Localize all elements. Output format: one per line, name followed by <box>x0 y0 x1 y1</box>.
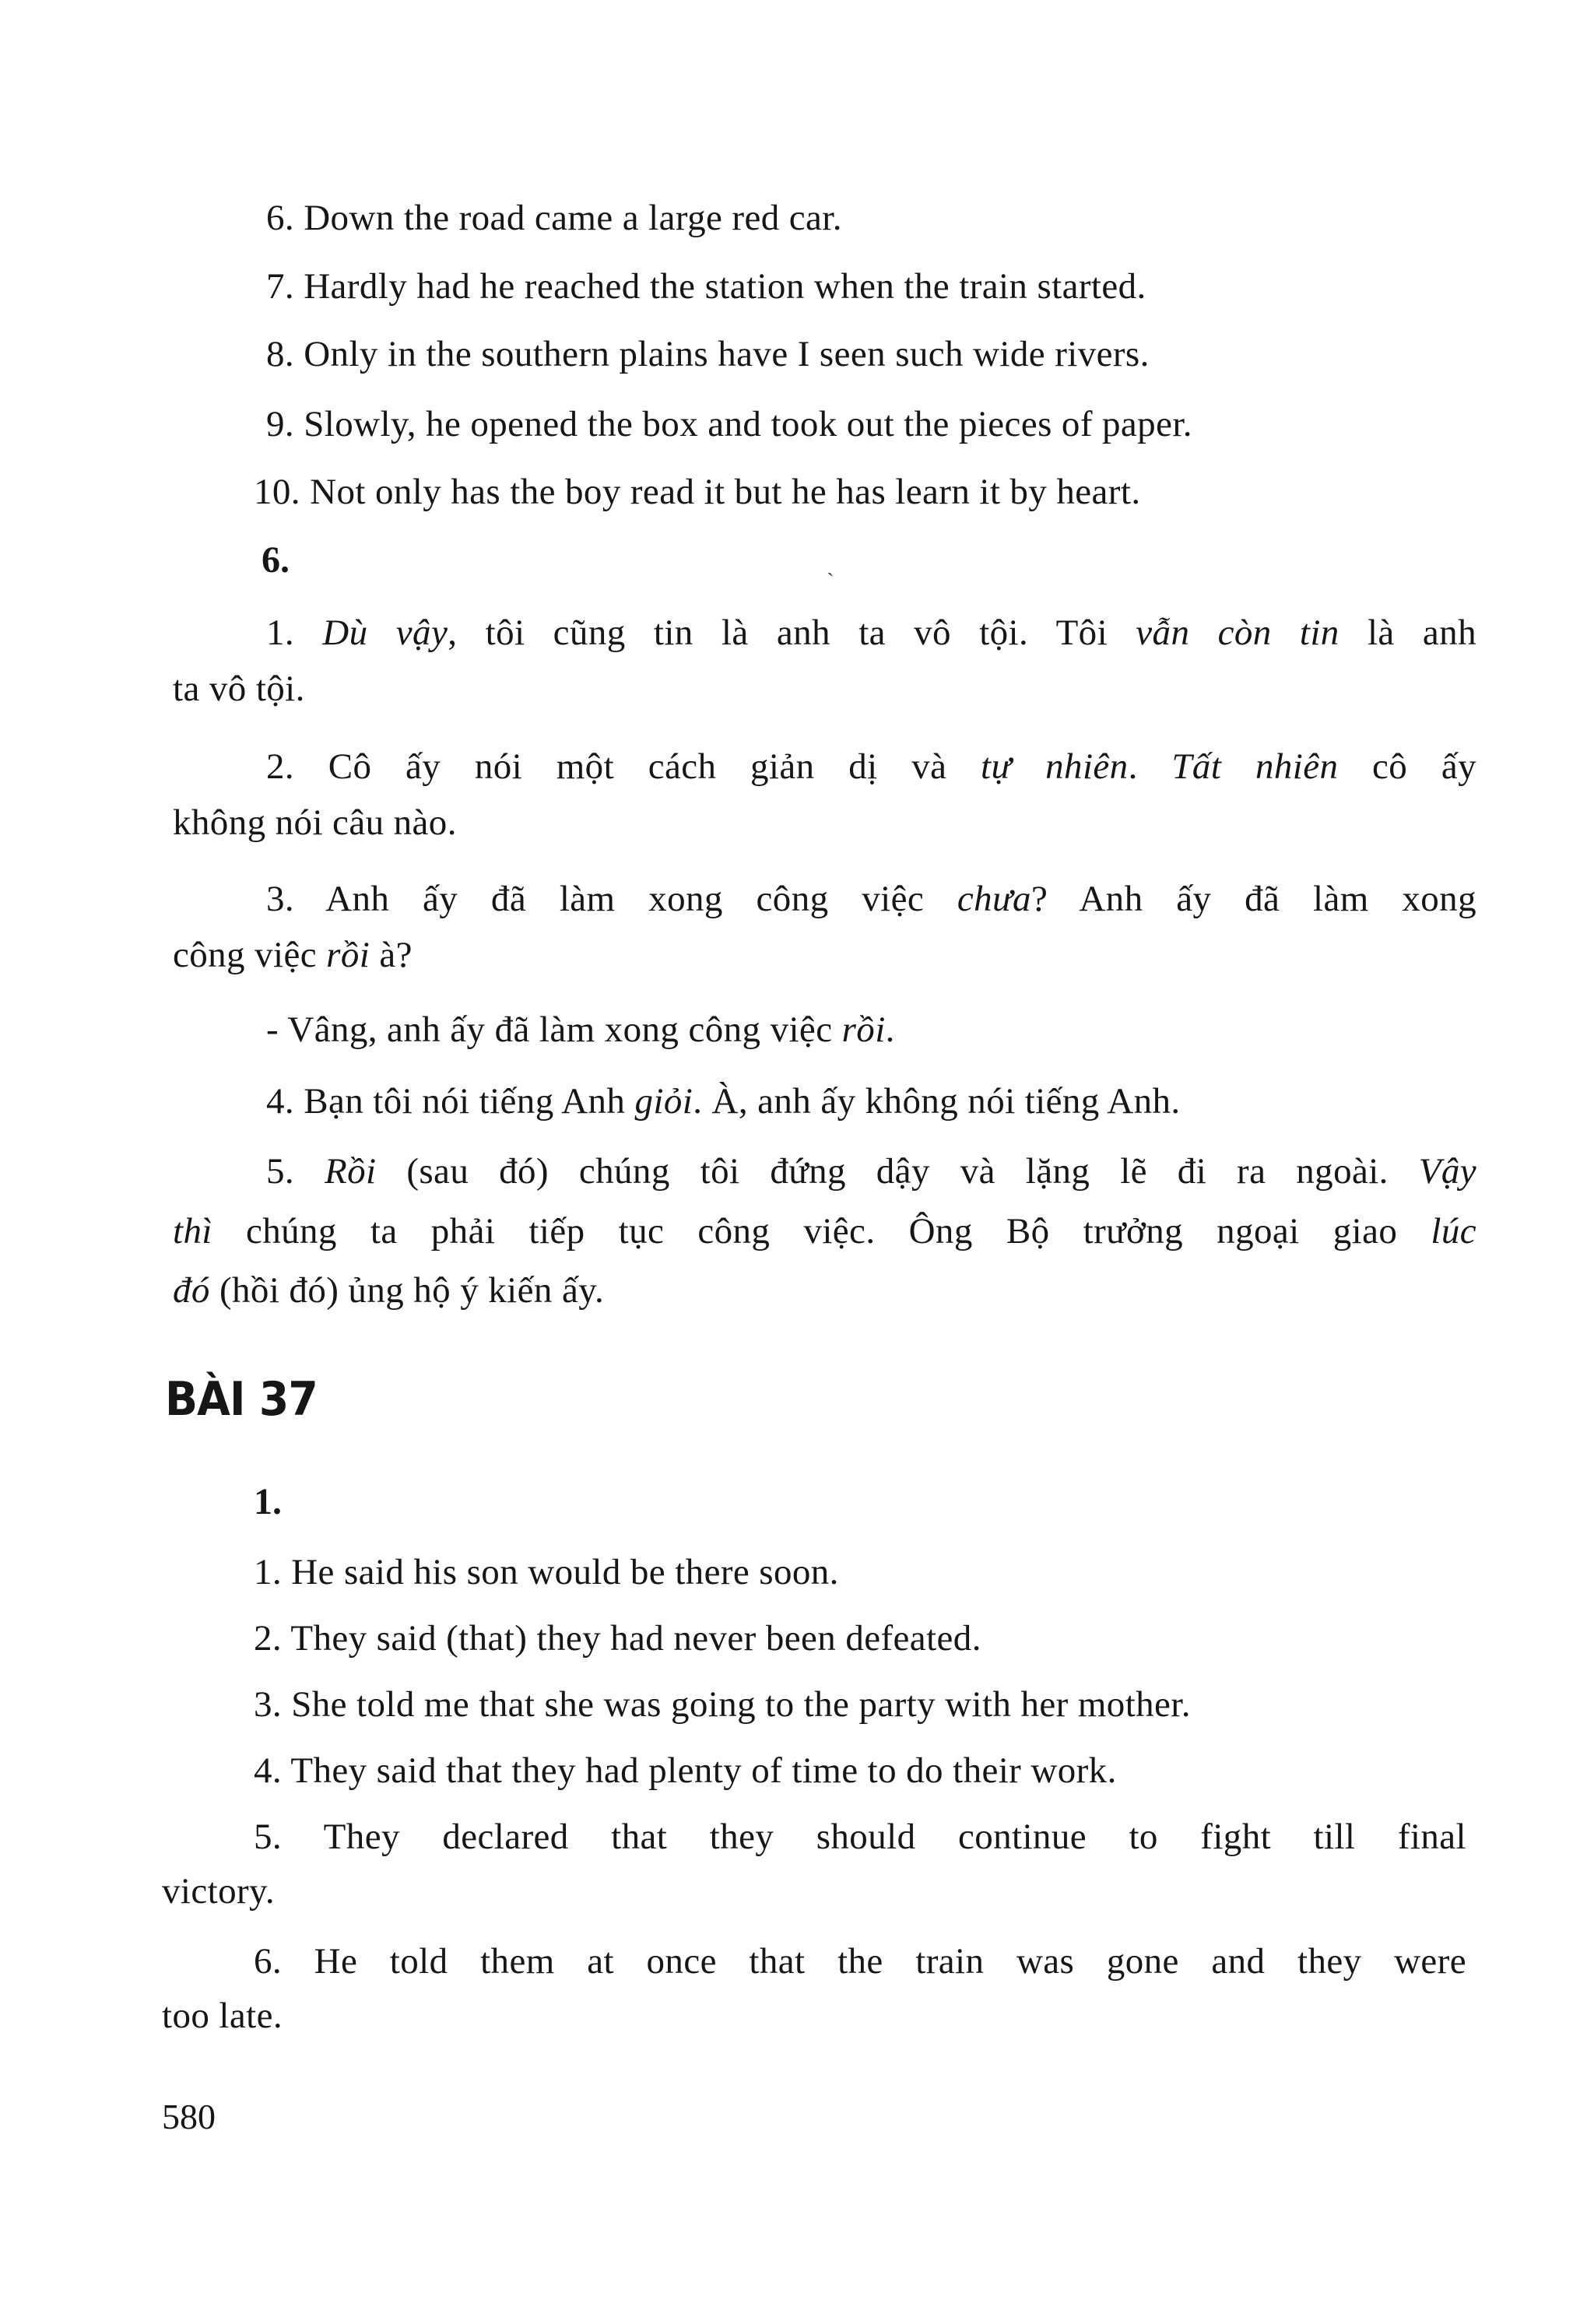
ex6-sentence-5-line1: 5. Rồi (sau đó) chúng tôi đứng dậy và lặng lẽ đi ra ngoài. Vậy <box>266 1151 1477 1192</box>
ex5-sentence-10: 10. Not only has the boy read it but he has learn it by heart. <box>254 472 1141 512</box>
page-number: 580 <box>162 2097 216 2136</box>
lesson-item-5-line2: victory. <box>162 1871 276 1912</box>
ex5-sentence-9: 9. Slowly, he opened the box and took out the pieces of paper. <box>266 404 1192 444</box>
ex6-sentence-5-line3: đó (hồi đó) ủng hộ ý kiến ấy. <box>173 1270 605 1311</box>
exercise-1-number: 1. <box>254 1481 282 1522</box>
ex6-sentence-3-line1: 3. Anh ấy đã làm xong công việc chưa? Anh ấy đã làm xong <box>266 879 1476 919</box>
ex6-sentence-1-line2: ta vô tội. <box>173 669 305 709</box>
ex5-sentence-6: 6. Down the road came a large red car. <box>266 198 842 238</box>
exercise-6-number: 6. <box>262 539 290 581</box>
lesson-item-6-line2: too late. <box>162 1996 283 2036</box>
scan-mark: ˏ <box>827 551 834 577</box>
ex6-sentence-5-line2: thì chúng ta phải tiếp tục công việc. Ông Bộ trưởng ngoại giao lúc <box>173 1211 1476 1252</box>
ex6-sentence-4: 4. Bạn tôi nói tiếng Anh giỏi. À, anh ấy không nói tiếng Anh. <box>266 1081 1181 1122</box>
ex6-sentence-3-line2: công việc rồi à? <box>173 935 413 975</box>
ex6-sentence-2-line2: không nói câu nào. <box>173 802 457 843</box>
ex6-sentence-1-line1: 1. Dù vậy, tôi cũng tin là anh ta vô tội. Tôi vẫn còn tin là anh <box>266 613 1476 653</box>
ex6-sentence-2-line1: 2. Cô ấy nói một cách giản dị và tự nhiên. Tất nhiên cô ấy <box>266 746 1476 787</box>
lesson-item-1: 1. He said his son would be there soon. <box>254 1552 839 1592</box>
lesson-item-5-line1: 5. They declared that they should continue to fight till final <box>254 1817 1466 1857</box>
ex5-sentence-7: 7. Hardly had he reached the station when the train started. <box>266 266 1146 307</box>
lesson-item-4: 4. They said that they had plenty of time to do their work. <box>254 1750 1117 1791</box>
lesson-item-6-line1: 6. He told them at once that the train was gone and they were <box>254 1941 1466 1982</box>
lesson-item-2: 2. They said (that) they had never been defeated. <box>254 1618 981 1659</box>
ex5-sentence-8: 8. Only in the southern plains have I seen such wide rivers. <box>266 334 1150 374</box>
lesson-heading: BÀI 37 <box>165 1372 318 1427</box>
ex6-sentence-3-reply: - Vâng, anh ấy đã làm xong công việc rồi. <box>266 1009 895 1050</box>
lesson-item-3: 3. She told me that she was going to the party with her mother. <box>254 1684 1191 1725</box>
